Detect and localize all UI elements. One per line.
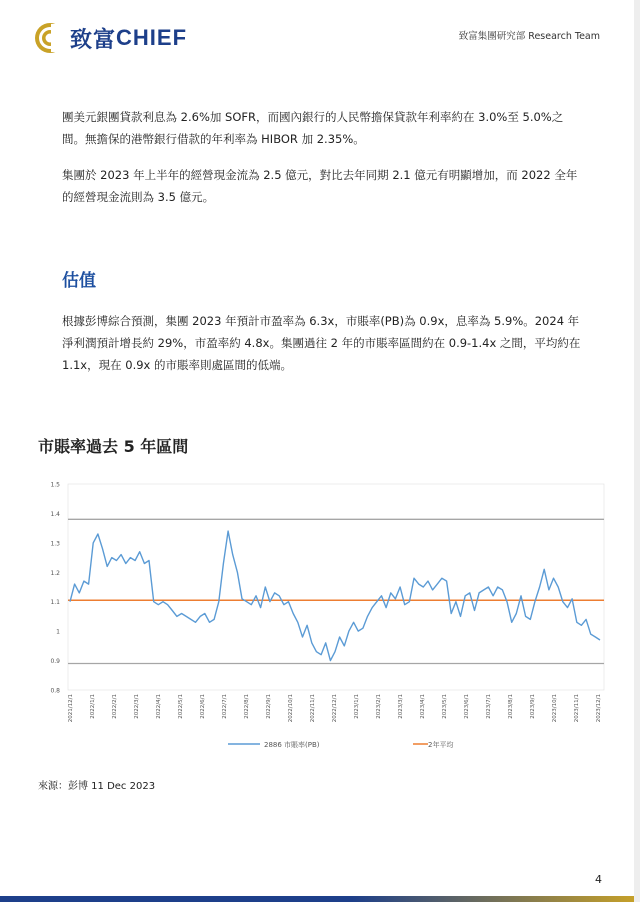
y-tick-label: 1.4 [50, 510, 60, 518]
chart-reference-lines [68, 519, 604, 663]
x-tick-label: 2022/3/1 [134, 694, 140, 719]
x-tick-label: 2023/11/1 [574, 694, 580, 723]
paragraph-loans: 團美元銀團貸款利息為 2.6%加 SOFR，而國內銀行的人民幣擔保貸款年利率約在 3.0%至 5.0%之間。無擔保的港幣銀行借款的年利率為 HIBOR 加 2.35%。 [62, 110, 564, 146]
x-tick-label: 2022/2/1 [112, 694, 118, 719]
x-tick-label: 2023/6/1 [464, 694, 470, 719]
x-tick-label: 2023/4/1 [420, 694, 426, 719]
y-tick-label: 0.8 [50, 687, 60, 695]
series-line-pb [70, 531, 600, 661]
x-tick-label: 2023/9/1 [530, 694, 536, 719]
x-tick-label: 2022/4/1 [156, 694, 162, 719]
x-tick-label: 2023/3/1 [398, 694, 404, 719]
pb-chart-svg [38, 468, 612, 758]
x-tick-label: 2022/6/1 [200, 694, 206, 719]
x-tick-label: 2023/12/1 [596, 694, 602, 723]
y-tick-label: 1.5 [50, 481, 60, 489]
chart-title: 市賬率過去 5 年區間 [38, 437, 189, 456]
x-tick-label: 2022/7/1 [222, 694, 228, 719]
chart-legend [228, 740, 453, 749]
footer-bar [0, 896, 640, 902]
x-tick-label: 2022/11/1 [310, 694, 316, 723]
x-tick-label: 2021/12/1 [68, 694, 74, 723]
x-tick-label: 2022/12/1 [332, 694, 338, 723]
logo-english-text: CHIEF [116, 25, 188, 50]
pb-chart [38, 468, 612, 758]
page-number: 4 [595, 873, 602, 886]
chief-logo-icon [34, 22, 66, 54]
section-title-valuation: 估值 [62, 271, 96, 291]
chart-gridlines [68, 484, 604, 690]
legend-label-pb: 2886 市賬率(PB) [264, 741, 320, 749]
y-tick-label: 1.2 [50, 569, 60, 577]
x-tick-label: 2022/10/1 [288, 694, 294, 723]
x-tick-label: 2023/5/1 [442, 694, 448, 719]
y-tick-label: 1 [56, 628, 60, 636]
y-tick-label: 0.9 [50, 658, 60, 666]
y-tick-label: 1.3 [50, 540, 60, 548]
y-tick-label: 1.1 [50, 599, 60, 607]
x-tick-label: 2023/7/1 [486, 694, 492, 719]
logo-chinese-text: 致富 [70, 27, 117, 53]
y-axis-ticks [50, 482, 60, 695]
x-tick-label: 2023/2/1 [376, 694, 382, 719]
x-tick-label: 2023/1/1 [354, 694, 360, 719]
x-tick-label: 2023/10/1 [552, 694, 558, 723]
x-tick-label: 2023/8/1 [508, 694, 514, 719]
company-logo [34, 22, 187, 54]
plot-frame [68, 484, 604, 690]
legend-label-avg: 2年平均 [428, 741, 454, 749]
page-header [0, 0, 640, 80]
x-tick-label: 2022/9/1 [266, 694, 272, 719]
page-edge-shadow [634, 0, 640, 902]
department-label: 致富集團研究部 Research Team [458, 31, 600, 42]
chart-series [68, 531, 604, 661]
x-tick-label: 2022/8/1 [244, 694, 250, 719]
source-note: 來源：彭博 11 Dec 2023 [38, 781, 156, 792]
x-axis-ticks [68, 694, 602, 722]
paragraph-valuation: 根據彭博綜合預測，集團 2023 年預計市盈率為 6.3x，市賬率(PB)為 0.9x，息率為 5.9%。2024 年淨利潤預計增長約 29%，市盈率約 4.8x。集團過往 2 年的市賬率區間約在 0.9-1.4x 之間，平均約在 1.1x，現在 0.9x 的市賬率則處區間的低端。 [62, 314, 581, 372]
x-tick-label: 2022/1/1 [90, 694, 96, 719]
x-tick-label: 2022/5/1 [178, 694, 184, 719]
paragraph-cashflow: 集團於 2023 年上半年的經營現金流為 2.5 億元，對比去年同期 2.1 億元有明顯增加，而 2022 全年的經營現金流則為 3.5 億元。 [62, 168, 578, 204]
